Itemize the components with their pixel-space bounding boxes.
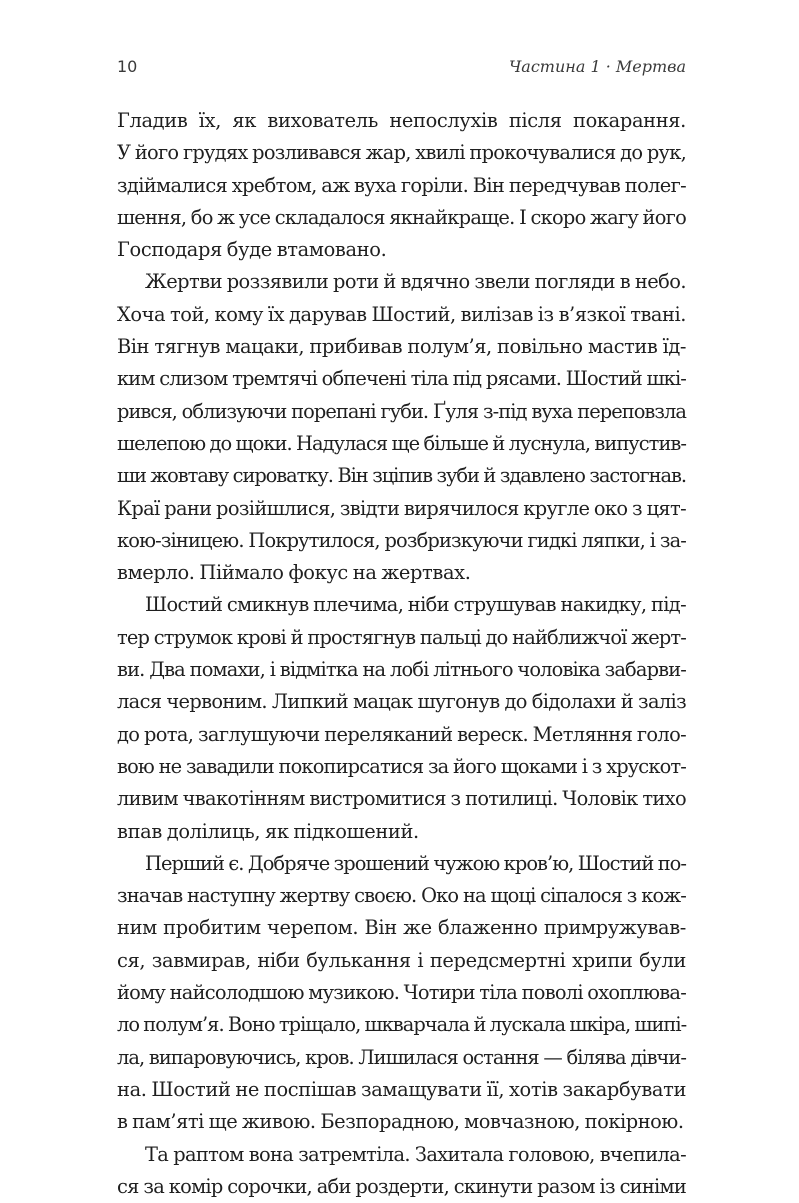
text-line: кою-зіницею. Покрутилося, розбризкуючи гидкі ляпки, і за- xyxy=(117,528,686,552)
text-line: ся, завмирав, ніби булькання і передсмертні хрипи були xyxy=(117,948,686,972)
text-line: Та раптом вона затремтіла. Захитала головою, вчепила- xyxy=(145,1142,686,1166)
text-line: здіймалися хребтом, аж вуха горіли. Він передчував полег- xyxy=(117,173,686,197)
text-line: ким слизом тремтячі обпечені тіла під рясами. Шостий шкі- xyxy=(117,367,686,391)
text-line: Жертви роззявили роти й вдячно звели погляди в небо. xyxy=(145,270,686,294)
body-text xyxy=(117,105,686,1203)
text-line: ши жовтаву сироватку. Він зціпив зуби й здавлено застогнав. xyxy=(117,464,686,488)
text-line: шелепою до щоки. Надулася ще більше й луснула, випустив- xyxy=(117,431,686,455)
text-line: шення, бо ж усе складалося якнайкраще. І скоро жагу його xyxy=(117,205,686,229)
text-line: вою не завадили покопирсатися за його щоками і з хрускот- xyxy=(117,754,686,778)
text-line: тер струмок крові й простягнув пальці до найближчої жерт- xyxy=(117,625,686,649)
text-line: ла, випаровуючись, кров. Лишилася остання — білява дівчи- xyxy=(117,1045,686,1069)
text-line: ся за комір сорочки, аби роздерти, скинути разом із синіми xyxy=(117,1174,686,1198)
text-line: Перший є. Добряче зрошений чужою кров’ю, Шостий по- xyxy=(145,851,686,875)
text-line: Хоча той, кому їх дарував Шостий, вилізав із в’язкої твані. xyxy=(117,302,686,326)
text-line: Він тягнув мацаки, прибивав полум’я, повільно мастив їд- xyxy=(117,335,686,359)
text-line: значав наступну жертву своєю. Око на щоці сіпалося з кож- xyxy=(117,884,686,908)
text-line: лася червоним. Липкий мацак шугонув до бідолахи й заліз xyxy=(117,690,686,714)
text-line: ливим чвакотінням вистромитися з потилиці. Чоловік тихо xyxy=(117,787,686,811)
page-header xyxy=(117,57,686,87)
text-line: в пам’яті ще живою. Безпорадною, мовчазною, покірною. xyxy=(117,1110,684,1134)
text-line: рився, облизуючи порепані губи. Ґуля з-під вуха переповзла xyxy=(117,399,686,423)
text-line: впав долілиць, як підкошений. xyxy=(117,819,419,843)
text-line: Гладив їх, як вихователь непослухів після покарання. xyxy=(117,109,686,132)
text-line: вмерло. Піймало фокус на жертвах. xyxy=(117,561,471,585)
page-number: 10 xyxy=(117,57,138,76)
text-line: ним пробитим черепом. Він же блаженно примружував- xyxy=(117,916,686,940)
text-line: У його грудях розливався жар, хвилі прокочувалися до рук, xyxy=(117,141,686,165)
text-line: йому найсолодшою музикою. Чотири тіла поволі охоплюва- xyxy=(117,981,686,1005)
text-line: ло полум’я. Воно тріщало, шкварчала й лускала шкіра, шипі- xyxy=(117,1013,687,1037)
text-line: Господаря буде втамовано. xyxy=(117,238,387,262)
text-line: Краї рани розійшлися, звідти вирячилося кругле око з цят- xyxy=(117,496,686,520)
text-line: Шостий смикнув плечима, ніби струшував накидку, під- xyxy=(145,593,686,617)
running-head: Частина 1 · Мертва xyxy=(508,57,686,76)
text-line: на. Шостий не поспішав замащувати її, хотів закарбувати xyxy=(117,1077,687,1101)
text-line: ви. Два помахи, і відмітка на лобі літнього чоловіка забарви- xyxy=(117,658,686,682)
text-line: до рота, заглушуючи переляканий вереск. Метляння голо- xyxy=(117,722,686,746)
